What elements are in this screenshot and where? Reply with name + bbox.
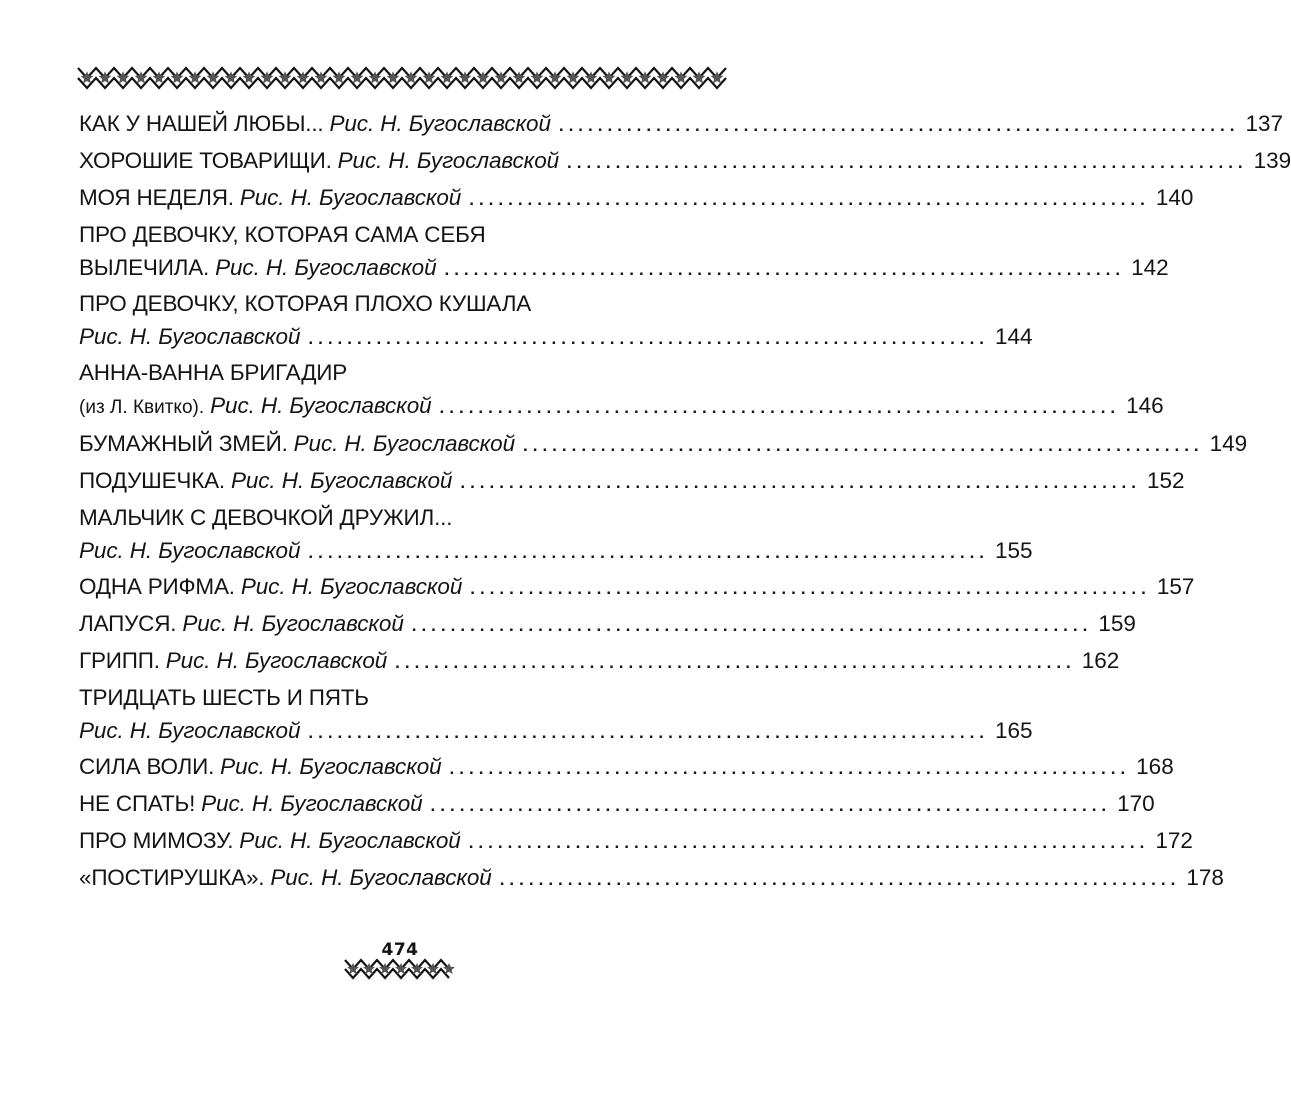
leader-dots: ......................................................................: [567, 153, 1248, 172]
entry-illustrator: Рис. Н. Бугославской: [337, 148, 560, 173]
leader-dots: ......................................................................: [308, 723, 990, 742]
entry-title: «ПОСТИРУШКА».: [79, 865, 265, 890]
entry-illustrator: Рис. Н. Бугославской: [270, 865, 492, 890]
leader-dots: ......................................................................: [558, 116, 1240, 135]
toc-entry: [79, 287, 1033, 353]
entry-page: 149: [1209, 431, 1248, 456]
page-number: 474: [381, 940, 419, 960]
leader-dots: ......................................................................: [523, 436, 1204, 455]
leader-dots: ......................................................................: [439, 398, 1121, 417]
toc-entry: [79, 218, 1169, 284]
entry-title-line1: ТРИДЦАТЬ ШЕСТЬ И ПЯТЬ: [79, 685, 369, 710]
entry-illustrator: Рис. Н. Бугославской: [220, 754, 442, 779]
entry-illustrator: Рис. Н. Бугославской: [165, 648, 388, 673]
entry-page: 172: [1155, 828, 1193, 853]
toc-entry: [79, 750, 1174, 783]
entry-title: ОДНА РИФМА.: [79, 574, 235, 599]
entry-page: 146: [1126, 393, 1164, 418]
entry-page: 144: [995, 324, 1033, 349]
entry-title: БУМАЖНЫЙ ЗМЕЙ.: [79, 431, 288, 456]
entry-page: 159: [1098, 611, 1136, 636]
entry-title: ВЫЛЕЧИЛА.: [79, 255, 210, 280]
leader-dots: ......................................................................: [430, 796, 1112, 815]
toc-entry: [79, 181, 1194, 214]
entry-page: 152: [1146, 468, 1185, 493]
toc-entry: [79, 427, 1248, 460]
entry-illustrator: Рис. Н. Бугославской: [230, 468, 453, 493]
entry-illustrator: Рис. Н. Бугославской: [201, 791, 423, 816]
top-ornament-border-icon: [78, 66, 728, 90]
entry-illustrator: Рис. Н. Бугославской: [79, 718, 301, 743]
entry-illustrator: Рис. Н. Бугославской: [239, 185, 462, 210]
toc-entry: [79, 144, 1291, 177]
entry-source-note: (из Л. Квитко).: [79, 397, 205, 418]
toc-entry: [79, 501, 1033, 567]
entry-title-line1: МАЛЬЧИК С ДЕВОЧКОЙ ДРУЖИЛ...: [79, 505, 453, 530]
toc-entry: [79, 681, 1033, 747]
toc-entry: [79, 464, 1185, 497]
entry-illustrator: Рис. Н. Бугославской: [239, 828, 461, 853]
entry-page: 139: [1253, 148, 1291, 173]
leader-dots: ......................................................................: [460, 473, 1141, 492]
entry-title: ПОДУШЕЧКА.: [79, 468, 225, 493]
entry-page: 170: [1117, 791, 1155, 816]
leader-dots: ......................................................................: [395, 653, 1076, 672]
toc-entry: [79, 787, 1155, 820]
leader-dots: ......................................................................: [308, 329, 990, 348]
entry-page: 157: [1156, 574, 1195, 599]
toc-entry: [79, 107, 1284, 140]
leader-dots: ......................................................................: [468, 833, 1150, 852]
toc-entry: [79, 570, 1195, 603]
entry-title: ЛАПУСЯ.: [79, 611, 177, 636]
page-footer: [340, 940, 460, 980]
entry-page: 137: [1245, 111, 1284, 136]
leader-dots: ......................................................................: [499, 870, 1181, 889]
entry-illustrator: Рис. Н. Бугославской: [79, 324, 301, 349]
entry-title: СИЛА ВОЛИ.: [79, 754, 215, 779]
entry-page: 155: [995, 538, 1033, 563]
leader-dots: ......................................................................: [411, 616, 1093, 635]
leader-dots: ......................................................................: [449, 759, 1131, 778]
entry-illustrator: Рис. Н. Бугославской: [240, 574, 463, 599]
entry-page: 178: [1186, 865, 1224, 890]
entry-title-line1: АННА-ВАННА БРИГАДИР: [79, 360, 348, 385]
leader-dots: ......................................................................: [469, 190, 1150, 209]
leader-dots: ......................................................................: [444, 260, 1126, 279]
entry-page: 142: [1131, 255, 1169, 280]
entry-page: 162: [1081, 648, 1120, 673]
toc-entry: [79, 644, 1120, 677]
entry-title: НЕ СПАТЬ!: [79, 791, 196, 816]
toc-entry: [79, 824, 1193, 857]
bottom-ornament-border-icon: [345, 958, 455, 980]
entry-title-line1: ПРО ДЕВОЧКУ, КОТОРАЯ САМА СЕБЯ: [79, 222, 486, 247]
entry-illustrator: Рис. Н. Бугославской: [293, 431, 516, 456]
entry-page: 140: [1155, 185, 1194, 210]
entry-illustrator: Рис. Н. Бугославской: [182, 611, 404, 636]
entry-illustrator: Рис. Н. Бугославской: [210, 393, 432, 418]
entry-title: КАК У НАШЕЙ ЛЮБЫ...: [79, 111, 324, 136]
entry-title: ХОРОШИЕ ТОВАРИЩИ.: [79, 148, 332, 173]
toc-entry: [79, 356, 1164, 424]
entry-illustrator: Рис. Н. Бугославской: [329, 111, 551, 136]
entry-illustrator: Рис. Н. Бугославской: [79, 538, 301, 563]
entry-title: ПРО МИМОЗУ.: [79, 828, 234, 853]
table-of-contents: [79, 107, 1291, 894]
entry-page: 165: [995, 718, 1033, 743]
entry-title: ГРИПП.: [79, 648, 160, 673]
toc-entry: [79, 861, 1224, 894]
entry-page: 168: [1136, 754, 1174, 779]
leader-dots: ......................................................................: [470, 579, 1151, 598]
entry-title: МОЯ НЕДЕЛЯ.: [79, 185, 234, 210]
leader-dots: ......................................................................: [308, 543, 990, 562]
entry-illustrator: Рис. Н. Бугославской: [215, 255, 437, 280]
toc-entry: [79, 607, 1136, 640]
entry-title-line1: ПРО ДЕВОЧКУ, КОТОРАЯ ПЛОХО КУШАЛА: [79, 291, 532, 316]
